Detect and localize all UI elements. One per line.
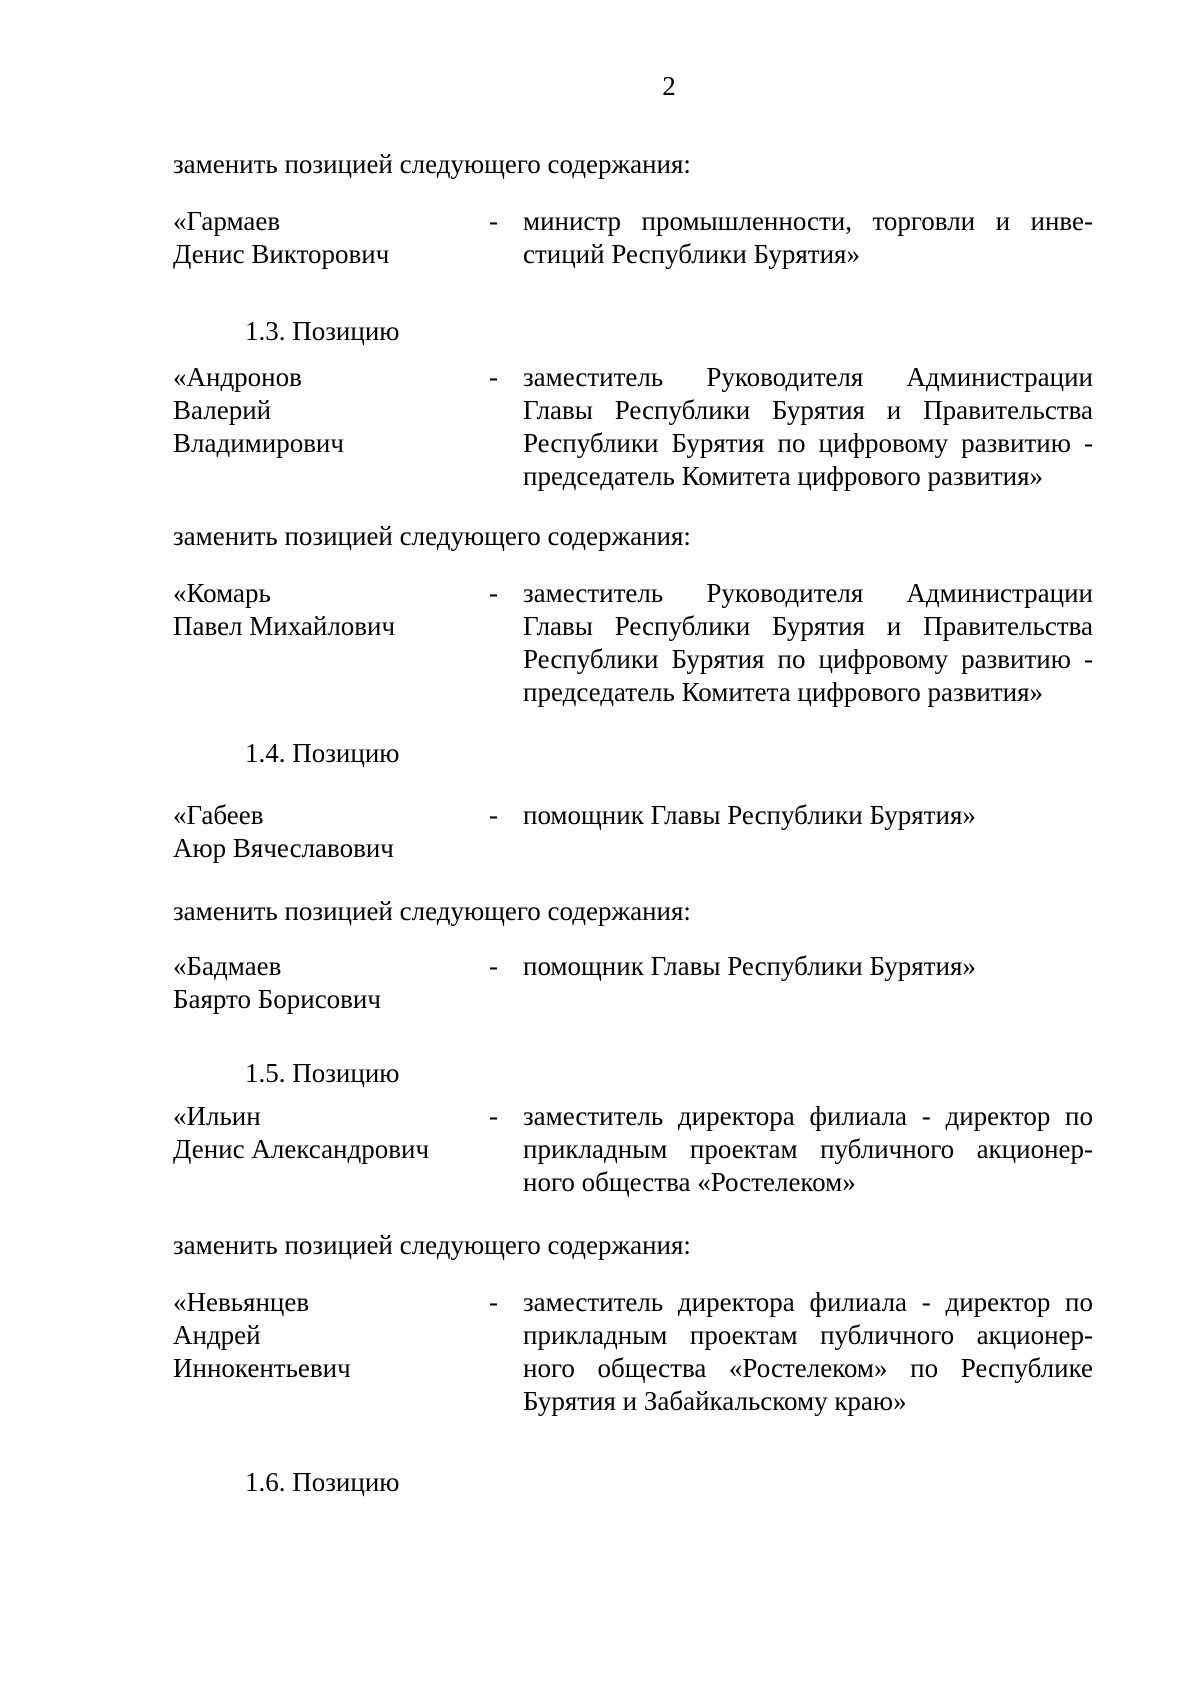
person-name-line: «Бадмаев [173,951,282,981]
person-name-line: Денис Викторович [173,239,390,269]
separator-dash: - [489,1287,498,1317]
section-heading: 1.6. Позицию [245,1467,400,1497]
person-name [173,205,473,271]
person-name-line: «Ильин [173,1101,261,1131]
section-heading: 1.4. Позицию [245,738,400,768]
separator-dash: - [489,362,498,392]
separator-dash: - [489,800,498,830]
person-name-line: Валерий [173,395,272,425]
person-name-line: «Андронов [173,362,302,392]
page-number: 2 [662,71,676,101]
position-description-line: помощник Главы Республики Бурятия» [523,951,976,981]
person-name-line: «Габеев [173,800,264,830]
position-description-line: Бурятия и Забайкальскому краю» [523,1386,907,1416]
person-name-line: «Комарь [173,578,271,608]
separator-dash: - [489,951,498,981]
position-description-line: Республики Бурятия по цифровому развитию - [523,644,1093,674]
replace-with-paragraph: заменить позицией следующего содержания: [173,896,691,926]
position-description-line: стиций Республики Бурятия» [523,239,860,269]
position-description-line: председатель Комитета цифрового развития» [523,461,1044,491]
separator-dash: - [489,206,498,236]
replace-with-paragraph: заменить позицией следующего содержания: [173,521,691,551]
person-name [173,1286,473,1385]
position-description [523,577,1093,709]
position-description-line: заместитель Руководителя Администрации [523,578,1093,608]
person-name [173,577,473,643]
person-name-line: Денис Александрович [173,1134,430,1164]
position-description-line: Республики Бурятия по цифровому развитию - [523,428,1093,458]
person-name-line: «Гармаев [173,206,281,236]
section-heading: 1.3. Позицию [245,316,400,346]
position-description-line: министр промышленности, торговли и инве- [523,206,1093,236]
person-name-line: Аюр Вячеславович [173,833,394,863]
position-description-line: заместитель директора филиала - директор по [523,1101,1093,1131]
separator-dash: - [489,578,498,608]
person-name-line: Андрей [173,1320,261,1350]
position-description [523,361,1093,493]
position-description-line: ного общества «Ростелеком» [523,1167,856,1197]
position-description [523,799,1093,832]
replace-with-paragraph: заменить позицией следующего содержания: [173,1230,691,1260]
section-heading: 1.5. Позицию [245,1058,400,1088]
separator-dash: - [489,1101,498,1131]
replace-with-paragraph: заменить позицией следующего содержания: [173,149,691,179]
position-description-line: Главы Республики Бурятия и Правительства [523,611,1093,641]
person-name [173,950,473,1016]
person-name [173,799,473,865]
position-description-line: прикладным проектам публичного акционер- [523,1134,1093,1164]
position-description-line: заместитель директора филиала - директор по [523,1287,1093,1317]
person-name [173,1100,473,1166]
position-description-line: прикладным проектам публичного акционер- [523,1320,1093,1350]
person-name-line: Владимирович [173,428,344,458]
person-name-line: «Невьянцев [173,1287,310,1317]
position-description-line: помощник Главы Республики Бурятия» [523,800,976,830]
position-description [523,950,1093,983]
person-name [173,361,473,460]
position-description-line: заместитель Руководителя Администрации [523,362,1093,392]
position-description-line: ного общества «Ростелеком» по Республике [523,1353,1093,1383]
position-description [523,1100,1093,1199]
person-name-line: Иннокентьевич [173,1353,351,1383]
person-name-line: Баярто Борисович [173,984,381,1014]
position-description-line: председатель Комитета цифрового развития» [523,677,1044,707]
position-description [523,205,1093,271]
position-description-line: Главы Республики Бурятия и Правительства [523,395,1093,425]
position-description [523,1286,1093,1418]
person-name-line: Павел Михайлович [173,611,396,641]
